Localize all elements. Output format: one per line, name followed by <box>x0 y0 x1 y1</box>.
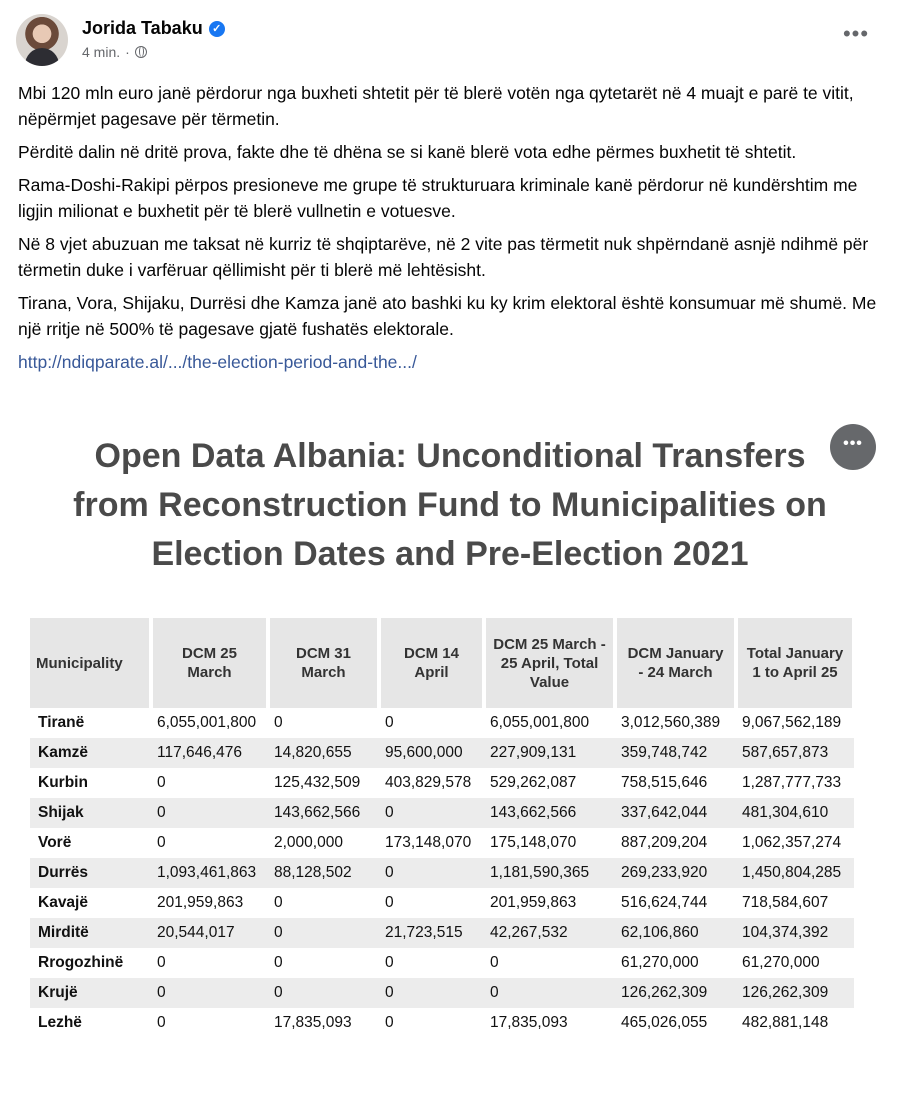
author-name[interactable]: Jorida Tabaku <box>82 18 203 38</box>
table-header-row <box>30 618 854 708</box>
table-row <box>30 798 854 828</box>
value-cell: 1,181,590,365 <box>484 858 615 888</box>
value-cell: 2,000,000 <box>268 828 379 858</box>
municipality-cell: Shijak <box>30 798 151 828</box>
image-title <box>40 432 860 579</box>
table-row <box>30 978 854 1008</box>
post-paragraph: Përditë dalin në dritë prova, fakte dhe të dhëna se si kanë blerë vota edhe përmes buxhetit të shtetit. <box>18 142 797 162</box>
value-cell: 482,881,148 <box>736 1008 854 1038</box>
value-cell: 14,820,655 <box>268 738 379 768</box>
value-cell: 9,067,562,189 <box>736 708 854 738</box>
post-time[interactable]: 4 min. <box>82 44 121 60</box>
table-header-cell: DCM 25 March <box>151 618 268 708</box>
value-cell: 0 <box>151 1008 268 1038</box>
post-link[interactable]: http://ndiqparate.al/.../the-election-period-and-the.../ <box>18 352 417 372</box>
table-row <box>30 738 854 768</box>
image-title-line: Open Data Albania: Unconditional Transfers <box>94 437 806 475</box>
table-header-cell: Municipality <box>30 618 151 708</box>
value-cell: 0 <box>379 708 484 738</box>
value-cell: 0 <box>268 978 379 1008</box>
value-cell: 62,106,860 <box>615 918 736 948</box>
value-cell: 6,055,001,800 <box>151 708 268 738</box>
table-row <box>30 858 854 888</box>
municipality-cell: Durrës <box>30 858 151 888</box>
table-header-cell: DCM 31 March <box>268 618 379 708</box>
value-cell: 0 <box>484 978 615 1008</box>
value-cell: 143,662,566 <box>268 798 379 828</box>
globe-icon <box>135 46 147 58</box>
value-cell: 125,432,509 <box>268 768 379 798</box>
image-title-line: from Reconstruction Fund to Municipalities on <box>73 486 827 524</box>
value-cell: 3,012,560,389 <box>615 708 736 738</box>
author-name-row <box>82 18 225 39</box>
value-cell: 516,624,744 <box>615 888 736 918</box>
post-meta: 4 min. · <box>82 44 147 60</box>
value-cell: 0 <box>151 798 268 828</box>
image-title-line: Election Dates and Pre-Election 2021 <box>151 535 749 573</box>
value-cell: 403,829,578 <box>379 768 484 798</box>
municipality-cell: Lezhë <box>30 1008 151 1038</box>
table-header-cell: Total January 1 to April 25 <box>736 618 854 708</box>
value-cell: 0 <box>268 948 379 978</box>
post-paragraph: Tirana, Vora, Shijaku, Durrësi dhe Kamza janë ato bashki ku ky krim elektoral është konsumuar më shumë. Me një rritje në 500% të pagesave gjatë fushatës elektorale. <box>18 293 877 339</box>
post-paragraph: Mbi 120 mln euro janë përdorur nga buxheti shtetit për të blerë votën nga qytetarët në 4 muajt e parë te vitit, nëpërmjet pagesave për tërmetin. <box>18 83 854 129</box>
value-cell: 95,600,000 <box>379 738 484 768</box>
municipality-cell: Kavajë <box>30 888 151 918</box>
value-cell: 529,262,087 <box>484 768 615 798</box>
table-row <box>30 918 854 948</box>
value-cell: 143,662,566 <box>484 798 615 828</box>
value-cell: 0 <box>484 948 615 978</box>
municipality-cell: Vorë <box>30 828 151 858</box>
municipality-cell: Kurbin <box>30 768 151 798</box>
value-cell: 227,909,131 <box>484 738 615 768</box>
value-cell: 126,262,309 <box>736 978 854 1008</box>
table-header-cell: DCM 14 April <box>379 618 484 708</box>
value-cell: 758,515,646 <box>615 768 736 798</box>
value-cell: 0 <box>268 888 379 918</box>
table-row <box>30 888 854 918</box>
value-cell: 337,642,044 <box>615 798 736 828</box>
value-cell: 126,262,309 <box>615 978 736 1008</box>
table-header-cell: DCM January - 24 March <box>615 618 736 708</box>
post-image[interactable] <box>0 420 900 1093</box>
value-cell: 201,959,863 <box>484 888 615 918</box>
table-row <box>30 708 854 738</box>
value-cell: 0 <box>379 798 484 828</box>
value-cell: 117,646,476 <box>151 738 268 768</box>
municipality-cell: Tiranë <box>30 708 151 738</box>
more-options-icon[interactable]: ••• <box>842 21 870 46</box>
value-cell: 0 <box>268 918 379 948</box>
value-cell: 1,287,777,733 <box>736 768 854 798</box>
municipality-cell: Kamzë <box>30 738 151 768</box>
table-row <box>30 948 854 978</box>
value-cell: 1,093,461,863 <box>151 858 268 888</box>
table-header-cell: DCM 25 March - 25 April, Total Value <box>484 618 615 708</box>
value-cell: 104,374,392 <box>736 918 854 948</box>
value-cell: 359,748,742 <box>615 738 736 768</box>
post-body <box>18 80 880 382</box>
post-header <box>0 0 900 80</box>
value-cell: 0 <box>379 888 484 918</box>
value-cell: 21,723,515 <box>379 918 484 948</box>
table-row <box>30 828 854 858</box>
value-cell: 0 <box>379 948 484 978</box>
municipality-cell: Krujë <box>30 978 151 1008</box>
value-cell: 465,026,055 <box>615 1008 736 1038</box>
municipality-cell: Mirditë <box>30 918 151 948</box>
table-row <box>30 768 854 798</box>
value-cell: 0 <box>379 1008 484 1038</box>
value-cell: 20,544,017 <box>151 918 268 948</box>
value-cell: 42,267,532 <box>484 918 615 948</box>
table-body <box>30 708 854 1038</box>
value-cell: 587,657,873 <box>736 738 854 768</box>
table-row <box>30 1008 854 1038</box>
value-cell: 1,062,357,274 <box>736 828 854 858</box>
value-cell: 481,304,610 <box>736 798 854 828</box>
value-cell: 61,270,000 <box>736 948 854 978</box>
value-cell: 0 <box>268 708 379 738</box>
value-cell: 718,584,607 <box>736 888 854 918</box>
transfers-table <box>30 618 856 1038</box>
value-cell: 269,233,920 <box>615 858 736 888</box>
value-cell: 0 <box>151 948 268 978</box>
value-cell: 175,148,070 <box>484 828 615 858</box>
value-cell: 0 <box>379 858 484 888</box>
value-cell: 1,450,804,285 <box>736 858 854 888</box>
post-paragraph: Në 8 vjet abuzuan me taksat në kurriz të shqiptarëve, në 2 vite pas tërmetit nuk shpërndanë asnjë ndihmë për tërmetin duke i varfëruar qëllimisht për ti blerë më lehtësisht. <box>18 234 869 280</box>
value-cell: 0 <box>151 768 268 798</box>
verified-badge-icon: ✓ <box>209 21 225 37</box>
post-paragraph: Rama-Doshi-Rakipi përpos presioneve me grupe të strukturuara kriminale kanë përdorur në kundërshtim me ligjin milionat e buxhetit për të blerë vullnetin e votuesve. <box>18 175 858 221</box>
value-cell: 88,128,502 <box>268 858 379 888</box>
value-cell: 0 <box>379 978 484 1008</box>
municipality-cell: Rrogozhinë <box>30 948 151 978</box>
value-cell: 0 <box>151 828 268 858</box>
image-options-icon[interactable]: ••• <box>830 424 876 470</box>
value-cell: 201,959,863 <box>151 888 268 918</box>
value-cell: 173,148,070 <box>379 828 484 858</box>
value-cell: 17,835,093 <box>268 1008 379 1038</box>
value-cell: 61,270,000 <box>615 948 736 978</box>
value-cell: 6,055,001,800 <box>484 708 615 738</box>
avatar[interactable] <box>16 14 68 66</box>
value-cell: 0 <box>151 978 268 1008</box>
value-cell: 17,835,093 <box>484 1008 615 1038</box>
value-cell: 887,209,204 <box>615 828 736 858</box>
